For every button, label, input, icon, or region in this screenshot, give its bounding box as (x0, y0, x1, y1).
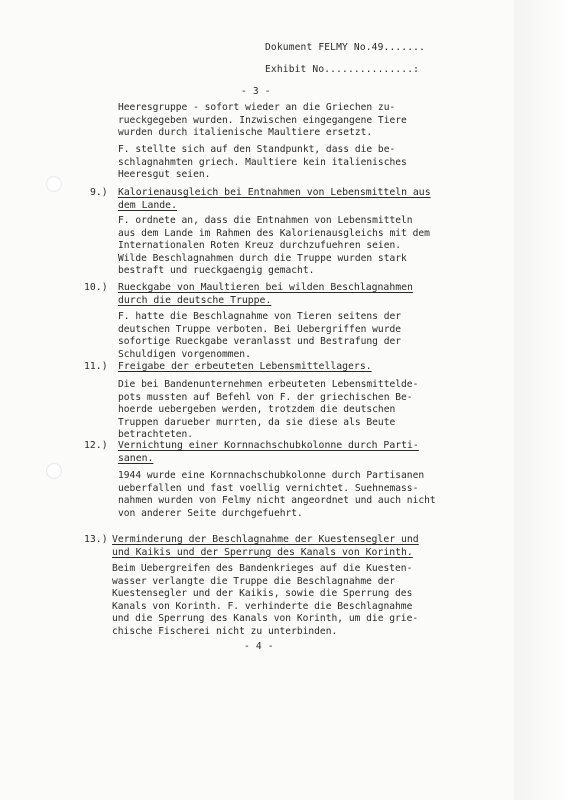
text-line: rueckgegeben wurden. Inzwischen eingegangene Tiere (118, 114, 407, 126)
text-line: wasser verlangte die Truppe die Beschlagnahme der (112, 575, 396, 587)
section-heading (118, 361, 372, 374)
section-heading (112, 534, 419, 559)
text-line: Wilde Beschlagnahmen durch die Truppe wurden stark (118, 252, 407, 264)
text-line: betrachteten. (118, 429, 194, 441)
text-line: Beim Uebergreifen des Bandenkrieges auf die Kuesten- (112, 563, 413, 574)
text-line: pots mussten auf Befehl von F. der griechischen Be- (118, 391, 413, 403)
intro-paragraph (118, 102, 407, 140)
section-number: 11.) (84, 361, 108, 372)
text-line: nahmen wurden von Felmy nicht angeordnet und auch nicht (118, 495, 436, 507)
text-line: wurden durch italienische Maultiere ersetzt. (118, 127, 373, 139)
heading-line: Kalorienausgleich bei Entnahmen von Lebensmitteln aus (118, 187, 431, 198)
section-body (118, 379, 418, 442)
text-line: F. ordnete an, dass die Entnahmen von Lebensmitteln (118, 215, 413, 226)
section-heading (118, 282, 413, 307)
text-line: 1944 wurde eine Kornnachschubkolonne durch Partisanen (118, 470, 425, 481)
heading-line: dem Lande. (118, 199, 177, 211)
text-line: F. hatte die Beschlagnahme von Tieren seitens der (118, 311, 402, 322)
text-line: Truppen darueber murrten, da sie diese als Beute (118, 416, 396, 428)
page-number-bottom: - 4 - (244, 641, 274, 652)
page-edge-shadow (514, 0, 570, 800)
section-body (112, 563, 418, 639)
text-line: Heeresgut seien. (118, 169, 211, 181)
section-body (118, 215, 430, 278)
section-body (118, 311, 401, 361)
text-line: hoerde uebergeben werden, trotzdem die deutschen (118, 404, 396, 416)
text-line: bestraft und rueckgaengig gemacht. (118, 265, 315, 277)
section-heading (118, 440, 419, 465)
text-line: Die bei Bandenunternehmen erbeuteten Lebensmittelde- (118, 379, 419, 390)
page-number-top: - 3 - (241, 86, 271, 97)
text-line: von anderer Seite durchgefuehrt. (118, 507, 303, 519)
text-line: ueberfallen und fast voellig vernichtet. Suehnemass- (118, 482, 419, 494)
text-line: Heeresgruppe - sofort wieder an die Griechen zu- (118, 102, 396, 113)
section-number: 13.) (84, 534, 108, 545)
text-line: F. stellte sich auf den Standpunkt, dass die be- (118, 144, 396, 155)
dokument-number: Dokument FELMY No.49....... (265, 42, 425, 53)
text-line: deutschen Truppe verboten. Bei Uebergriffen wurde (118, 323, 402, 335)
text-line: und die Sperrung des Kanals von Korinth, um die grie- (112, 613, 419, 625)
punch-hole (46, 176, 62, 192)
text-line: Internationalen Roten Kreuz durchzufuehren seien. (118, 240, 402, 252)
heading-line: durch die deutsche Truppe. (118, 294, 272, 306)
section-heading (118, 187, 431, 212)
heading-line: Rueckgabe von Maultieren bei wilden Beschlagnahmen (118, 282, 413, 293)
section-number: 9.) (90, 187, 108, 198)
text-line: aus dem Lande im Rahmen des Kalorienausgleichs mit dem (118, 227, 430, 239)
heading-line: sanen. (118, 452, 154, 464)
heading-line: Vernichtung einer Kornnachschubkolonne durch Parti- (118, 440, 419, 451)
heading-line: Verminderung der Beschlagnahme der Kuestensegler und (112, 534, 419, 545)
heading-line: und Kaikis und der Sperrung des Kanals von Korinth. (112, 546, 413, 558)
text-line: chische Fischerei nicht zu unterbinden. (112, 625, 338, 637)
heading-line: Freigabe der erbeuteten Lebensmittellagers. (118, 361, 372, 372)
punch-hole (46, 463, 62, 479)
text-line: Kanals von Korinth. F. verhinderte die Beschlagnahme (112, 600, 413, 612)
section-number: 10.) (84, 282, 108, 293)
section-number: 12.) (84, 440, 108, 451)
text-line: Schuldigen vorgenommen. (118, 348, 251, 360)
intro-paragraph-2 (118, 144, 407, 182)
text-line: schlagnahmten griech. Maultiere kein italienisches (118, 156, 407, 168)
section-body (118, 470, 436, 520)
text-line: Kuestensegler und der Kaikis, sowie die Sperrung des (112, 588, 413, 600)
text-line: sofortige Rueckgabe veranlasst und Bestrafung der (118, 336, 402, 348)
exhibit-number: Exhibit No...............: (265, 64, 420, 75)
